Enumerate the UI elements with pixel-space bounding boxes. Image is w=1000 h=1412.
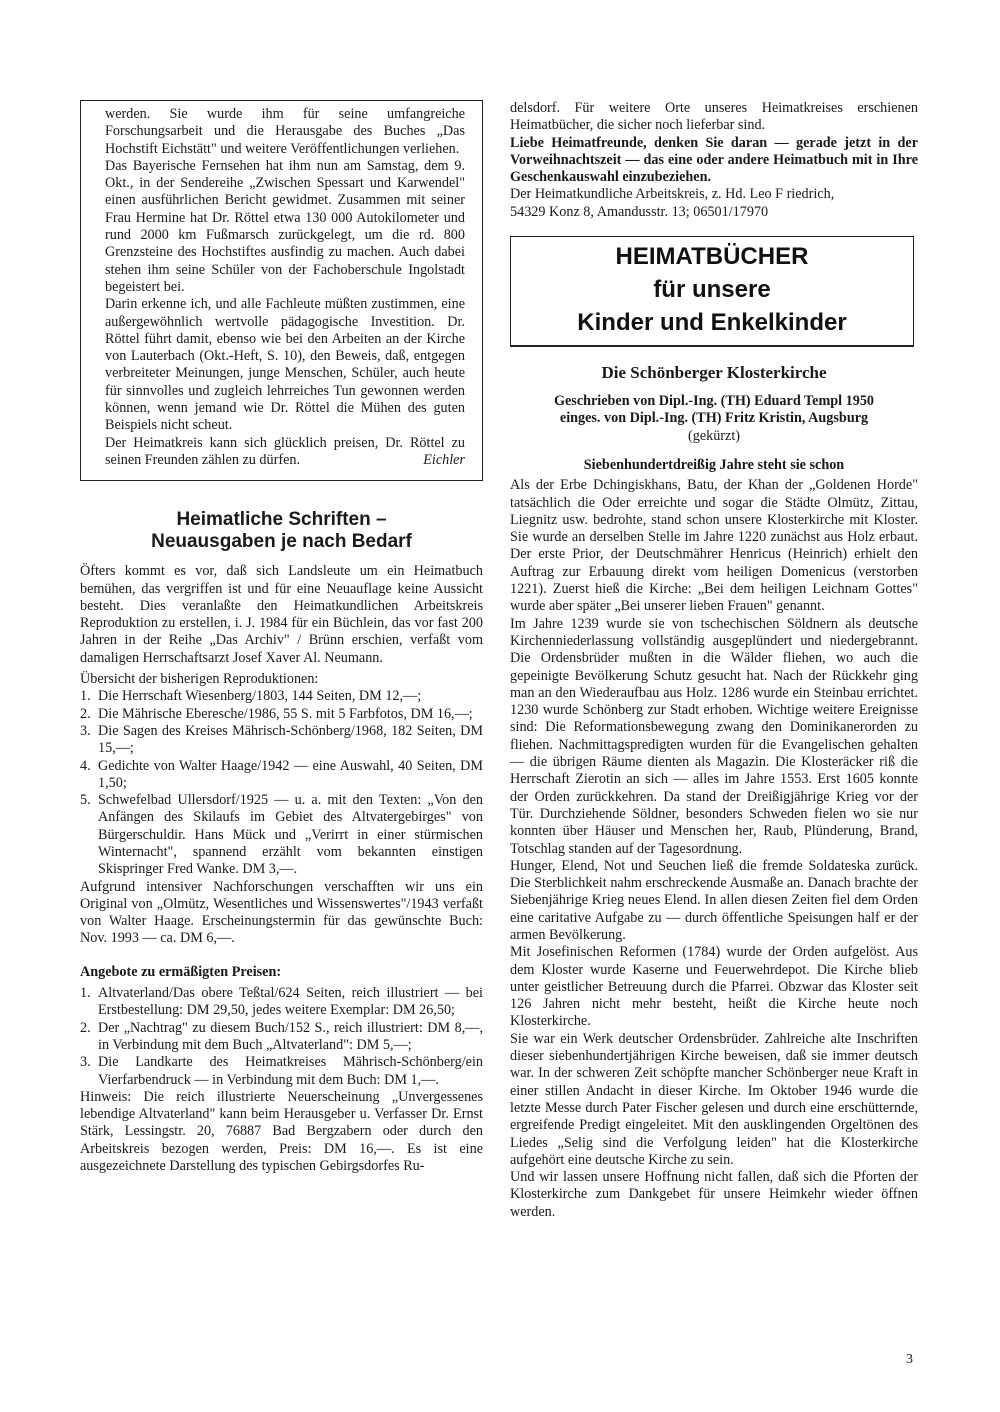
banner-line: Kinder und Enkelkinder bbox=[577, 309, 847, 337]
author-signature: Eichler bbox=[423, 451, 465, 468]
byline: einges. von Dipl.-Ing. (TH) Fritz Kristin, Augsburg bbox=[559, 410, 869, 427]
article-paragraph: Hunger, Elend, Not und Seuchen ließ die fremde Soldateska zurück. Die Sterblichkeit nahm erschreckende Ausmaße an. Danach brachte der Siebenjährige Krieg neues Elend. In allen diesen Zeiten fiel dem Orden eine caritative Aufgabe zu — durch öffentliche Speisungen half er der armen Bevölkerung. bbox=[510, 857, 918, 943]
hinweis-paragraph: Hinweis: Die reich illustrierte Neuerscheinung „Unvergessenes lebendige Altvaterland" kann beim Herausgeber u. Verfasser Dr. Ernst Stärk, Lessingstr. 20, 76887 Bad Bergzabern oder durch den Arbeitskreis bezogen werden, Preis: DM 16,—. Es ist eine ausgezeichnete Darstellung des typischen Gebirgsdorfes Ru- bbox=[80, 1088, 483, 1175]
article-subheading: Siebenhundertdreißig Jahre steht sie schon bbox=[583, 456, 845, 473]
article-paragraph: Als der Erbe Dchingiskhans, Batu, der Khan der „Goldenen Horde" tatsächlich die Oder erreichte und sogar die Städte Olmütz, Zittau, Liegnitz usw. bedrohte, stand schon unsere Klosterkirche mit Kloster. Sie wurde an derselben Stelle im Jahre 1220 zunächst aus Holz erbaut. Der erste Prior, der Deutschmährer Henricus (Heinrich) erhielt den Auftrag zur Erbauung direkt vom heiligen Domenicus (verstorben 1221). Zuerst hieß die Kirche: „Bei dem heiligen Leichnam Gottes" wurde aber später „Bei unserer lieben Frauen" genannt. bbox=[510, 477, 918, 615]
list-number: 2. bbox=[80, 1019, 91, 1036]
list-text: Schwefelbad Ullersdorf/1925 — u. a. mit den Texten: „Von den Anfängen des Skilaufs im Gebiet des Altvatergebirges" von Bürgerschuldir. Hans Mück und „Verirrt in einer stürmischen Winternacht", spannend erzählt vom bekannten einstigen Skispringer Fred Wanke. DM 3,—. bbox=[98, 792, 483, 878]
list-number: 5. bbox=[80, 792, 91, 809]
abridged-note: (gekürzt) bbox=[688, 427, 740, 444]
section-title-line: Heimatliche Schriften – bbox=[176, 509, 387, 531]
list-item bbox=[80, 985, 483, 1020]
right-column bbox=[510, 100, 918, 1221]
list-item bbox=[80, 758, 483, 793]
box-paragraph: Das Bayerische Fernsehen hat ihm nun am Samstag, dem 9. Okt., in der Sendereihe „Zwischen Spessart und Karwendel" einen ausführlichen Bericht gewidmet. Zusammen mit seiner Frau Hermine hat Dr. Röttel etwa 130 000 Autokilometer und rund 2000 km Fußmarsch zurückgelegt, um die rd. 800 Grenzsteine des Hochstiftes ausfindig zu machen. Auch dabei stehen ihm seine Schüler von der Fachoberschule Ingolstadt begeistert bei. bbox=[105, 157, 465, 295]
reproductions-list bbox=[80, 688, 483, 878]
tribute-box bbox=[80, 100, 483, 481]
overview-heading: Übersicht der bisherigen Reproduktionen: bbox=[80, 671, 319, 688]
list-text: Die Sagen des Kreises Mährisch-Schönberg/1968, 182 Seiten, DM 15,—; bbox=[98, 722, 483, 757]
article-body bbox=[510, 477, 918, 1221]
offers-heading: Angebote zu ermäßigten Preisen: bbox=[80, 963, 282, 980]
appeal-paragraph: Liebe Heimatfreunde, denken Sie daran — gerade jetzt in der Vorweihnachtszeit — das eine oder andere Heimatbuch mit in Ihre Geschenkauswahl einzubeziehen. bbox=[510, 134, 918, 186]
box-closing-text: Der Heimatkreis kann sich glücklich preisen, Dr. Röttel zu seinen Freunden zählen zu dürfen. bbox=[105, 434, 465, 468]
list-number: 3. bbox=[80, 722, 91, 739]
list-text: Altvaterland/Das obere Teßtal/624 Seiten, reich illustriert — bei Erstbestellung: DM 29,50, jedes weitere Exemplar: DM 26,50; bbox=[98, 985, 483, 1019]
list-item bbox=[80, 792, 483, 878]
left-column bbox=[80, 100, 483, 1175]
byline: Geschrieben von Dipl.-Ing. (TH) Eduard Templ 1950 bbox=[553, 393, 875, 410]
list-item bbox=[80, 1020, 483, 1055]
list-item bbox=[80, 723, 483, 758]
list-text: Der „Nachtrag" zu diesem Buch/152 S., reich illustriert: DM 8,—, in Verbindung mit dem Buch „Altvaterland": DM 5,—; bbox=[98, 1019, 483, 1053]
page-number: 3 bbox=[906, 1352, 913, 1367]
list-number: 2. bbox=[80, 705, 91, 722]
banner-line: für unsere bbox=[653, 276, 771, 304]
list-item bbox=[80, 688, 483, 705]
box-paragraph bbox=[105, 435, 465, 470]
banner-line: HEIMATBÜCHER bbox=[615, 243, 809, 271]
article-paragraph: Mit Josefinischen Reformen (1784) wurde der Orden aufgelöst. Aus dem Kloster wurde Kaserne und Feuerwehrdepot. Die Kirche blieb unter geistlicher Betreuung durch die Pfarrei. Obzwar das Kloster seit 126 Jahren nicht mehr besteht, heißt die Kirche heute noch Klosterkirche. bbox=[510, 944, 918, 1030]
list-number: 1. bbox=[80, 985, 91, 1002]
list-text: Die Mährische Eberesche/1986, 55 S. mit 5 Farbfotos, DM 16,—; bbox=[98, 705, 473, 722]
list-item bbox=[80, 1054, 483, 1089]
address-line: Der Heimatkundliche Arbeitskreis, z. Hd. Leo F riedrich, bbox=[510, 186, 835, 203]
list-number: 4. bbox=[80, 757, 91, 774]
list-number: 3. bbox=[80, 1054, 91, 1071]
list-text: Die Herrschaft Wiesenberg/1803, 144 Seiten, DM 12,—; bbox=[98, 688, 422, 705]
list-number: 1. bbox=[80, 688, 91, 705]
section-title-line: Neuausgaben je nach Bedarf bbox=[151, 531, 412, 553]
offers-list bbox=[80, 985, 483, 1089]
address-line: 54329 Konz 8, Amandusstr. 13; 06501/17970 bbox=[510, 203, 769, 220]
research-paragraph: Aufgrund intensiver Nachforschungen verschafften wir uns ein Original von „Olmütz, Wesentliches und Wissenswertes"/1943 verfaßt von Walter Haage. Erscheinungstermin für das gewünschte Buch: Nov. 1993 — ca. DM 6,—. bbox=[80, 878, 483, 947]
list-text: Gedichte von Walter Haage/1942 — eine Auswahl, 40 Seiten, DM 1,50; bbox=[98, 757, 483, 791]
article-title: Die Schönberger Klosterkirche bbox=[601, 363, 827, 383]
article-paragraph: Sie war ein Werk deutscher Ordensbrüder. Zahlreiche alte Inschriften dieser siebenhundertjährigen Kirche beweisen, daß sie immer deutsch war. In der schweren Zeit schöpfte mancher Schönberger neue Kraft in einer stillen Andacht in dieser Kirche. Im Oktober 1946 wurde die letzte Messe durch Pater Fischer gelesen und durch eine erschütternde, ergreifende Predigt eingeleitet. Mit den ausklingenden Orgeltönen des Liedes „Selig sind die Verfolgung leiden" hat die Klosterkirche aufgehört eine deutsche Kirche zu sein. bbox=[510, 1030, 918, 1168]
article-paragraph: Und wir lassen unsere Hoffnung nicht fallen, daß sich die Pforten der Klosterkirche zum Dankgebet für unsere Heimkehr wieder öffnen werden. bbox=[510, 1169, 918, 1220]
heimatbuecher-banner bbox=[510, 236, 914, 347]
list-item bbox=[80, 706, 483, 723]
box-paragraph: werden. Sie wurde ihm für seine umfangreiche Forschungsarbeit und die Herausgabe des Buches „Das Hochstift Eichstätt" und weitere Veröffentlichungen verliehen. bbox=[105, 106, 465, 157]
continuation-paragraph: delsdorf. Für weitere Orte unseres Heimatkreises erschienen Heimatbücher, die sicher noch lieferbar sind. bbox=[510, 100, 918, 134]
schriften-intro: Öfters kommt es vor, daß sich Landsleute um ein Heimatbuch bemühen, das vergriffen ist und für eine Neuauflage keine Aussicht besteht. Dies veranlaßte den Heimatkundlichen Arbeitskreis Reproduktion zu erstellen, i. J. 1984 für ein Büchlein, das vor fast 200 Jahren in der Reihe „Das Archiv" / Brünn erschien, verfaßt vom damaligen Herrschaftsarzt Josef Xaver Al. Neumann. bbox=[80, 563, 483, 666]
article-paragraph: Im Jahre 1239 wurde sie von tschechischen Söldnern als deutsche Kirchenniederlassung vollständig ausgeplündert und niedergebrannt. Die Ordensbrüder mußten in die Wälder fliehen, wo auch die gepeinigte Bevölkerung Schutz gesucht hat. Nach der Rückkehr ging man an den Wiederaufbau aus Holz. 1286 wurde ein Steinbau errichtet. 1230 wurde Schönberg zur Stadt erhoben. Wichtige weitere Ereignisse sind: Die Reformationsbewegung zwang den Dominikanerorden zu fliehen. Nachmittagspredigten wurden für die Evangelischen gehalten — die übrigen Räume dienten als Magazin. Die Klosteräcker riß die Herrschaft Zierotin an sich — alles im Jahre 1553. Erst 1605 konnte der Orden zurückkehren. Da stand der Dreißigjährige Krieg vor der Tür. Durchziehende Söldner, besonders Schweden fielen wo sie nur konnten über Häuser und Menschen her, Raub, Plünderung, Brand, Totschlag standen auf der Tagesordnung. bbox=[510, 615, 918, 857]
list-text: Die Landkarte des Heimatkreises Mährisch-Schönberg/ein Vierfarbendruck — in Verbindung mit dem Buch: DM 1,—. bbox=[98, 1054, 483, 1088]
box-paragraph: Darin erkenne ich, und alle Fachleute müßten zustimmen, eine außergewöhnlich wertvolle pädagogische Investition. Dr. Röttel führt damit, ebenso wie bei den Arbeiten an der Kirche von Lauterbach (Okt.-Heft, S. 10), den Beweis, daß, entgegen verbreiteter Meinungen, junge Menschen, Schüler, auch heute für sinnvolles und zugleich lehrreiches Tun gewonnen werden können, wenn jemand wie Dr. Röttel die Mühen des guten Beispiels nicht scheut. bbox=[105, 296, 465, 434]
